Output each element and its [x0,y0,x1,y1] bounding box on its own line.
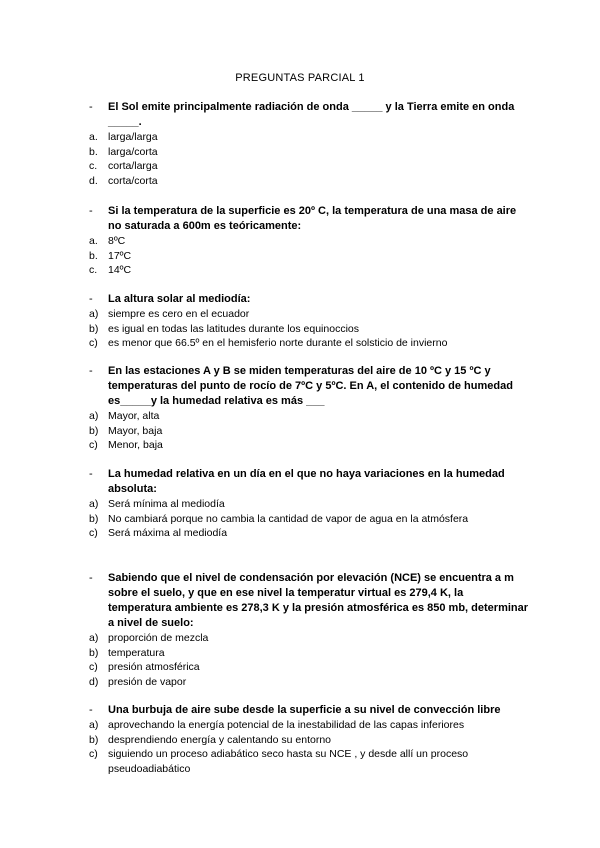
option-letter: a) [89,498,99,510]
question-text [89,467,529,497]
page-title: PREGUNTAS PARCIAL 1 [235,72,365,84]
question-statement: La humedad relativa en un día en el que no haya variaciones en la humedad absoluta: [108,468,505,495]
bullet-marker: - [89,293,93,305]
option-letter: a. [89,235,98,247]
option [89,718,529,733]
option [89,145,529,160]
option [89,660,529,675]
option-letter: b. [89,249,98,262]
question-text [89,292,529,307]
question-5 [89,467,529,541]
option-letter: a) [89,719,99,731]
option-text: 17ºC [108,249,132,262]
option-letter: b) [89,424,99,437]
option-text: presión de vapor [108,675,187,688]
option [89,631,529,646]
option-letter: b) [89,646,99,659]
option [89,249,529,264]
option-letter: b) [89,322,99,335]
option-text: es menor que 66.5º en el hemisferio norte durante el solsticio de invierno [108,337,448,350]
option-text: larga/larga [108,131,158,143]
option-letter: d) [89,675,99,688]
option-letter: c) [89,527,98,540]
option [89,130,529,145]
option [89,733,529,748]
question-statement: En las estaciones A y B se miden temperaturas del aire de 10 ºC y 15 ºC y temperaturas del punto de rocío de 7ºC y 5ºC. En A, el contenido de humedad es_____y la humedad relativa es más ___ [108,365,513,407]
option-text: corta/corta [108,174,158,187]
option [89,174,529,189]
bullet-marker: - [89,205,93,217]
question-statement: La altura solar al mediodía: [108,293,251,305]
bullet-marker: - [89,468,93,480]
option-letter: b) [89,512,99,525]
question-3 [89,292,529,351]
option [89,263,529,278]
option-text: temperatura [108,646,165,659]
option-letter: b. [89,145,98,158]
option [89,497,529,512]
question-text [89,703,529,718]
question-statement: Si la temperatura de la superficie es 20º C, la temperatura de una masa de aire no saturada a 600m es teóricamente: [108,205,517,232]
bullet-marker: - [89,572,93,584]
option-letter: a) [89,308,99,320]
option [89,424,529,439]
option [89,234,529,249]
bullet-marker: - [89,365,93,377]
question-text [89,100,529,130]
option-text: larga/corta [108,145,158,158]
option-letter: c) [89,661,98,674]
option [89,675,529,690]
option-letter: b) [89,733,99,746]
question-2 [89,204,529,278]
option-text: proporción de mezcla [108,632,209,644]
option-letter: c. [89,160,98,173]
option-text: Menor, baja [108,439,163,452]
option-text: siguiendo un proceso adiabático seco hasta su NCE , y desde allí un proceso pseudoadiabático [108,748,469,775]
option [89,747,529,776]
option-text: Será máxima al mediodía [108,527,228,540]
option-text: 14ºC [108,264,132,277]
option-letter: c. [89,264,98,277]
question-1 [89,100,529,188]
question-statement: El Sol emite principalmente radiación de onda _____ y la Tierra emite en onda _____. [108,101,515,128]
option [89,322,529,337]
bullet-marker: - [89,704,93,716]
option [89,336,529,351]
question-7 [89,703,529,776]
option [89,526,529,541]
question-statement: Sabiendo que el nivel de condensación por elevación (NCE) se encuentra a m sobre el suelo, y que en ese nivel la temperatur virtual es 279,4 K, la temperatura ambiente es 278,3 K y la presión atmosférica es 850 mb, determinar a nivel de suelo: [108,572,529,629]
question-text [89,204,529,234]
option [89,409,529,424]
option-text: siempre es cero en el ecuador [108,308,250,320]
option-text: Mayor, alta [108,410,160,422]
option-text: desprendiendo energía y calentando su entorno [108,733,332,746]
option-text: Mayor, baja [108,424,163,437]
option [89,159,529,174]
option-letter: a) [89,410,99,422]
option-text: presión atmosférica [108,661,200,674]
option-letter: a) [89,632,99,644]
option-letter: c) [89,337,98,350]
option [89,438,529,453]
option-text: es igual en todas las latitudes durante los equinoccios [108,322,359,335]
question-6 [89,571,529,689]
option-letter: d. [89,174,98,187]
option-letter: c) [89,439,98,452]
bullet-marker: - [89,101,93,113]
option-text: aprovechando la energía potencial de la inestabilidad de las capas inferiores [108,719,465,731]
question-text [89,571,529,631]
option [89,512,529,527]
option-text: No cambiará porque no cambia la cantidad de vapor de agua en la atmósfera [108,512,469,525]
option-letter: a. [89,131,98,143]
question-4 [89,364,529,453]
option-text: 8ºC [108,235,126,247]
option-letter: c) [89,748,98,761]
option-text: corta/larga [108,160,158,173]
option-text: Será mínima al mediodía [108,498,225,510]
question-text [89,364,529,409]
question-statement: Una burbuja de aire sube desde la superficie a su nivel de convección libre [108,704,501,716]
option [89,307,529,322]
option [89,646,529,661]
